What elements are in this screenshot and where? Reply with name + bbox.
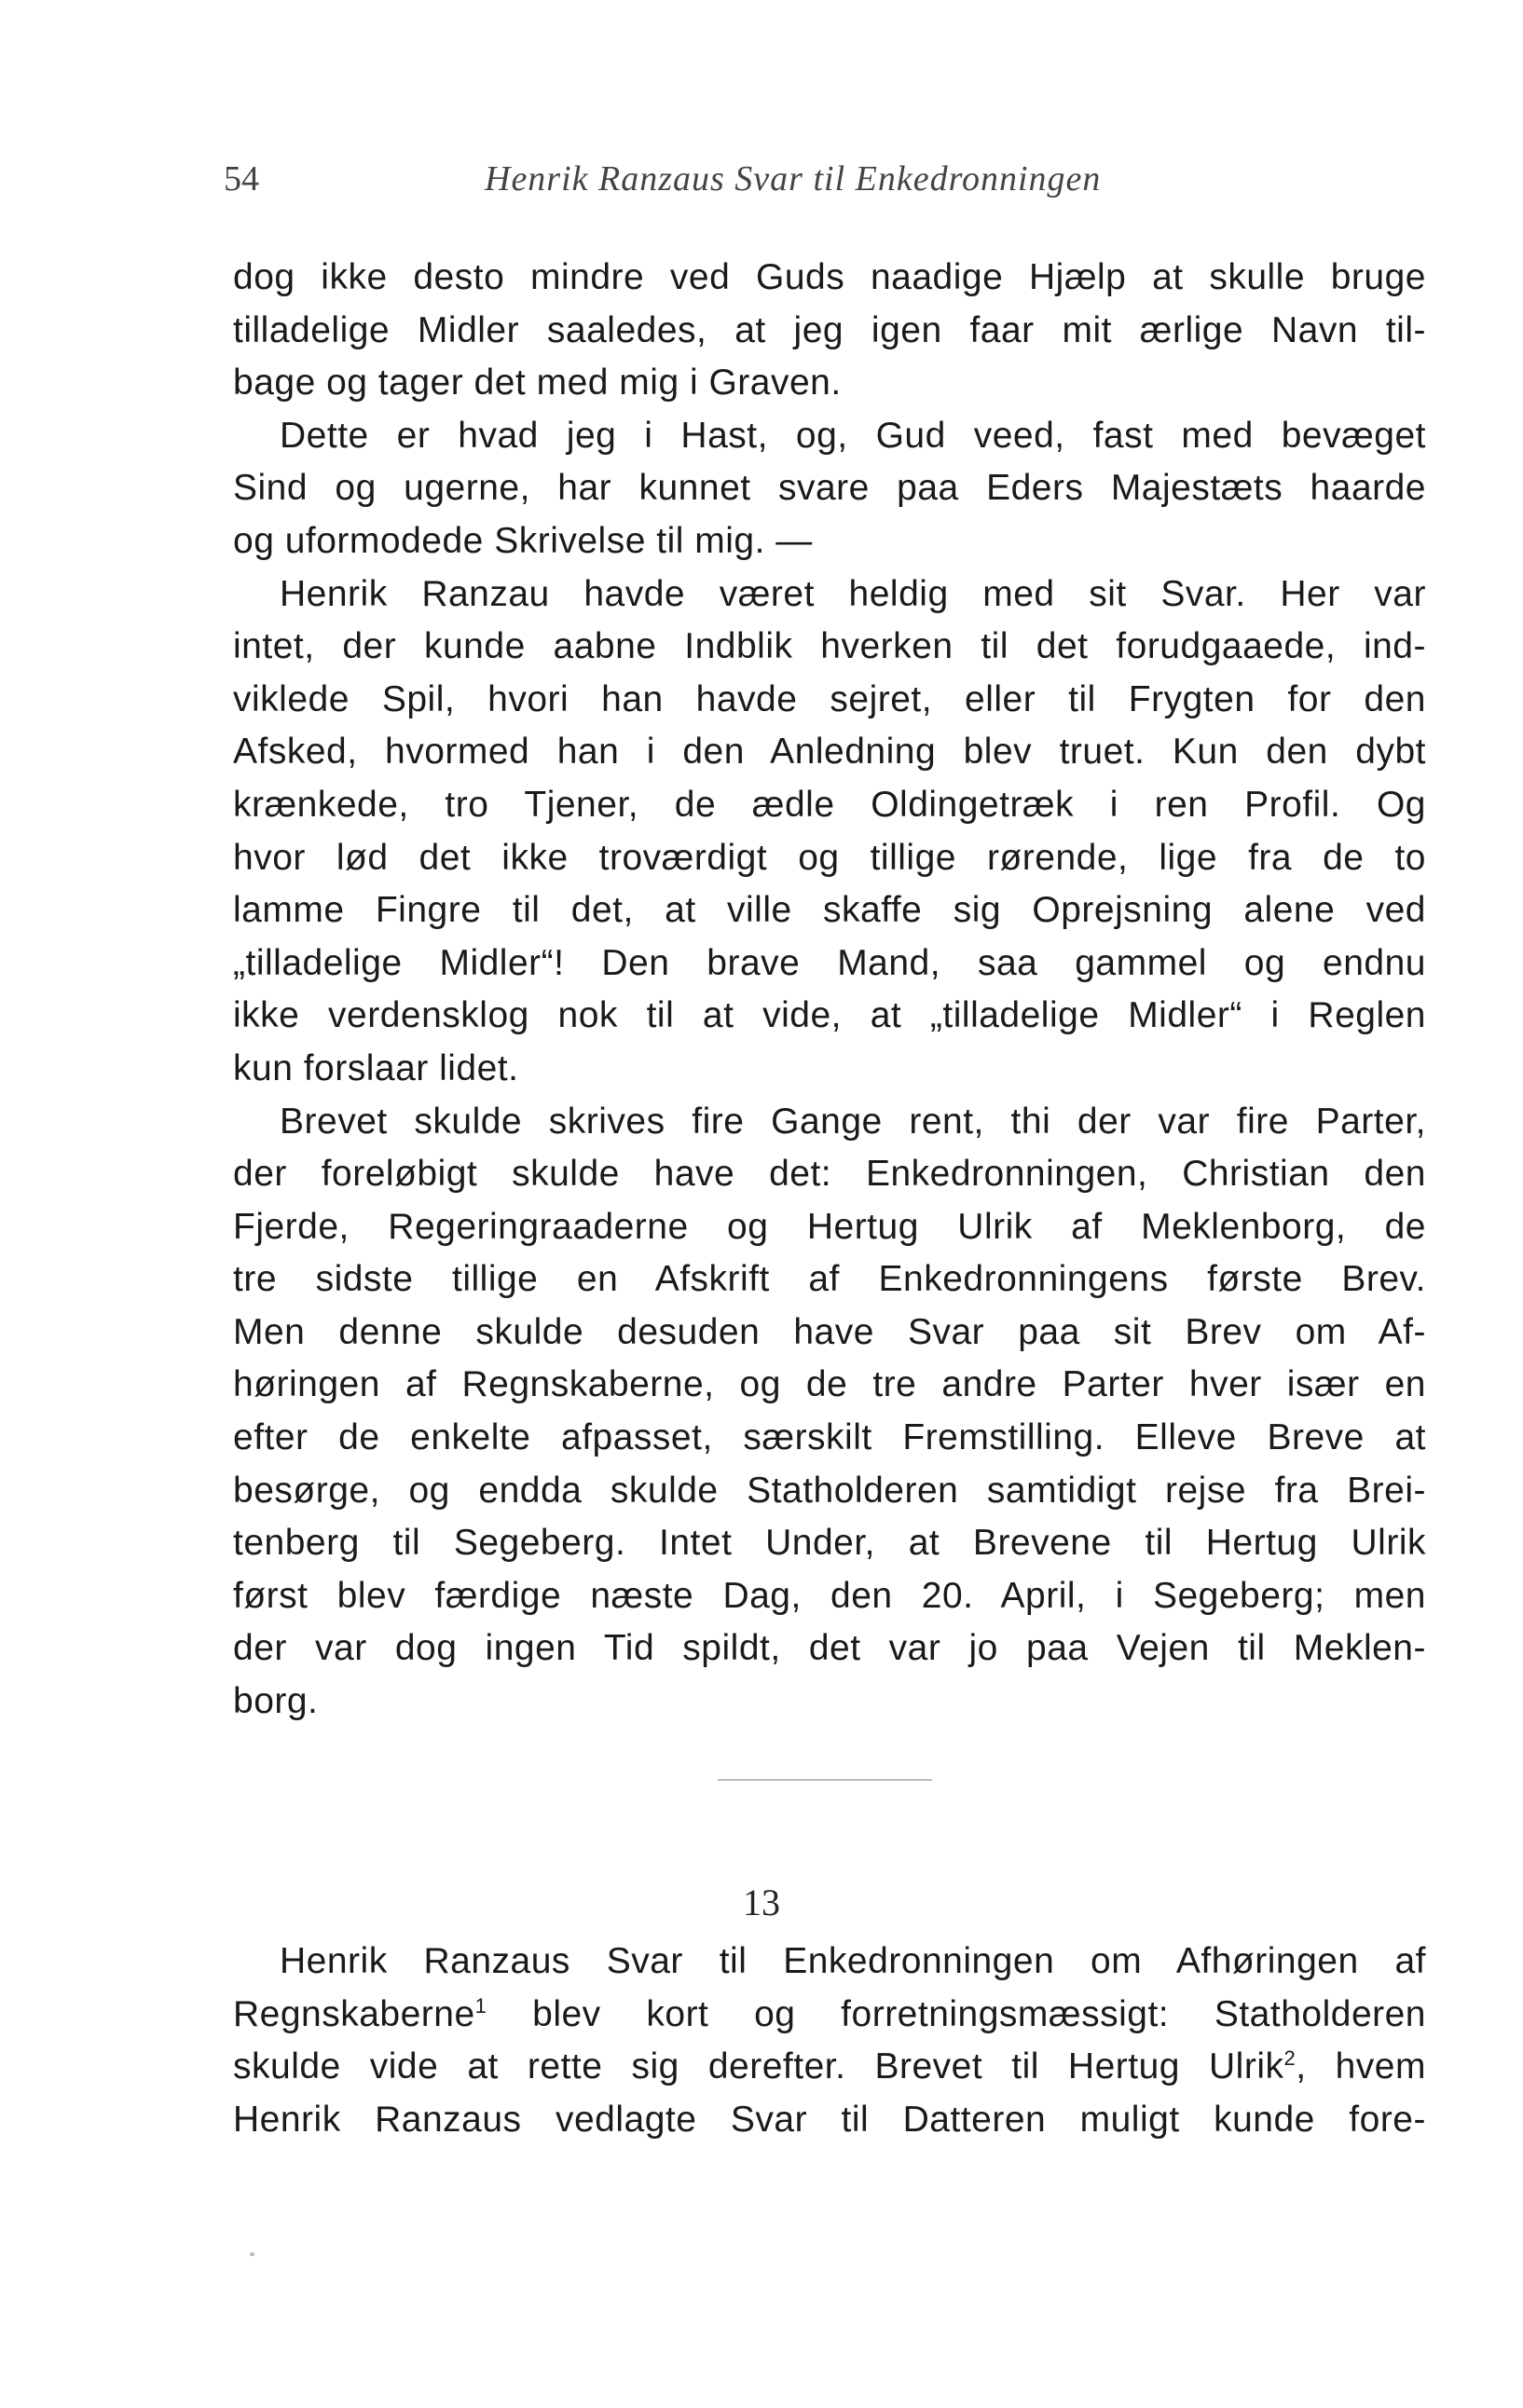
text-line: ikke verdensklog nok til at vide, at „tilladelige Midler“ i Reglen <box>233 995 1426 1036</box>
section-divider <box>718 1779 932 1781</box>
text-line: bage og tager det med mig i Graven. <box>233 363 842 404</box>
text-line: „tilladelige Midler“! Den brave Mand, saa gammel og endnu <box>233 942 1426 983</box>
footnote-marker: 2 <box>1283 2046 1297 2071</box>
running-title: Henrik Ranzaus Svar til Enkedronningen <box>485 159 1102 198</box>
paragraph-5 <box>233 1936 1426 2146</box>
text-line: høringen af Regnskaberne, og de tre andre Parter hver især en <box>233 1364 1426 1405</box>
text-line: tre sidste tillige en Afskrift af Enkedronningens første Brev. <box>233 1259 1426 1300</box>
text-line: besørge, og endda skulde Statholderen samtidigt rejse fra Brei- <box>233 1470 1426 1511</box>
text-line: Henrik Ranzaus Svar til Enkedronningen om Afhøringen af <box>280 1941 1426 1981</box>
text-line <box>233 1989 1426 2042</box>
text-line: Sind og ugerne, har kunnet svare paa Eders Majestæts haarde <box>233 468 1426 509</box>
text-line: Afsked, hvormed han i den Anledning blev truet. Kun den dybt <box>233 732 1426 773</box>
section-text <box>233 1936 1426 2146</box>
text-fragment: , hvem <box>1296 2046 1426 2087</box>
text-line: borg. <box>233 1681 319 1722</box>
text-line: Brevet skulde skrives fire Gange rent, thi der var fire Parter, <box>280 1101 1426 1142</box>
paragraph-4 <box>233 1096 1426 1729</box>
text-line: der foreløbigt skulde have det: Enkedronningen, Christian den <box>233 1154 1426 1195</box>
text-fragment: blev kort og forretningsmæssigt: Statholderen <box>487 1993 1426 2034</box>
text-line: tenberg til Segeberg. Intet Under, at Brevene til Hertug Ulrik <box>233 1523 1426 1564</box>
text-line: viklede Spil, hvori han havde sejret, eller til Frygten for den <box>233 678 1426 719</box>
paper-speck <box>250 2252 254 2256</box>
text-line: tilladelige Midler saaledes, at jeg igen faar mit ærlige Navn til- <box>233 309 1426 350</box>
text-fragment: skulde vide at rette sig derefter. Brevet til Hertug Ulrik <box>233 2046 1284 2087</box>
text-line <box>233 2041 1426 2094</box>
running-head <box>224 158 1435 205</box>
text-line: Dette er hvad jeg i Hast, og, Gud veed, fast med bevæget <box>280 415 1426 456</box>
text-line: Henrik Ranzaus vedlagte Svar til Datteren muligt kunde fore- <box>233 2099 1426 2140</box>
text-fragment: Regnskaberne <box>233 1993 475 2034</box>
text-line: først blev færdige næste Dag, den 20. April, i Segeberg; men <box>233 1575 1426 1616</box>
main-text <box>233 252 1426 1729</box>
text-line: dog ikke desto mindre ved Guds naadige Hjælp at skulle bruge <box>233 257 1426 297</box>
text-line: krænkede, tro Tjener, de ædle Oldingetræk i ren Profil. Og <box>233 784 1426 825</box>
footnote-marker: 1 <box>474 1993 487 2018</box>
text-line: efter de enkelte afpasset, særskilt Fremstilling. Elleve Breve at <box>233 1417 1426 1458</box>
text-line: og uformodede Skrivelse til mig. — <box>233 520 813 561</box>
section-number: 13 <box>743 1881 780 1923</box>
text-line: kun forslaar lidet. <box>233 1047 519 1088</box>
page-number: 54 <box>224 159 259 198</box>
paragraph-2 <box>233 410 1426 568</box>
text-line: Men denne skulde desuden have Svar paa sit Brev om Af- <box>233 1311 1426 1352</box>
text-line: Fjerde, Regeringraaderne og Hertug Ulrik af Meklenborg, de <box>233 1206 1426 1247</box>
text-line: der var dog ingen Tid spildt, det var jo paa Vejen til Meklen- <box>233 1628 1426 1669</box>
paragraph-1 <box>233 252 1426 410</box>
text-line: Henrik Ranzau havde været heldig med sit Svar. Her var <box>280 573 1426 614</box>
paragraph-3 <box>233 568 1426 1096</box>
text-line: intet, der kunde aabne Indblik hverken til det forudgaaede, ind- <box>233 626 1426 667</box>
text-line: lamme Fingre til det, at ville skaffe sig Oprejsning alene ved <box>233 890 1426 931</box>
text-line: hvor lød det ikke troværdigt og tillige rørende, lige fra de to <box>233 837 1426 878</box>
